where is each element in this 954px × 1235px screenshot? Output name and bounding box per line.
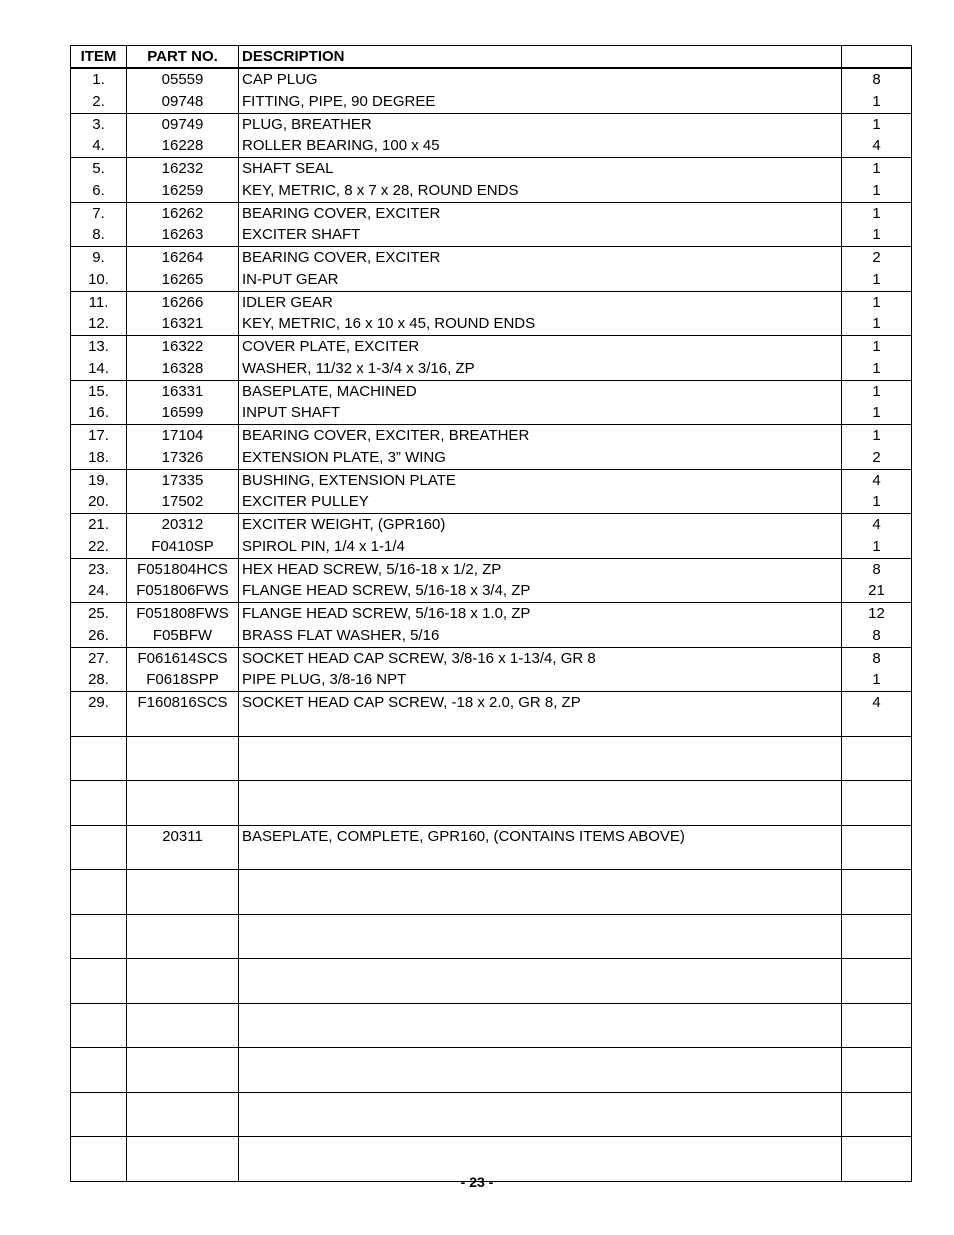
- cell-description: [239, 714, 842, 736]
- cell-qty: 21: [842, 580, 912, 602]
- cell-qty: [842, 892, 912, 914]
- cell-qty: 2: [842, 447, 912, 469]
- table-row: [71, 825, 912, 847]
- cell-part-no: 17326: [127, 447, 239, 469]
- cell-description: [239, 1025, 842, 1047]
- cell-description: SOCKET HEAD CAP SCREW, 3/8-16 x 1-13/4, GR 8: [239, 647, 842, 669]
- cell-part-no: 17104: [127, 425, 239, 447]
- table-row: [71, 514, 912, 536]
- cell-item: 13.: [71, 336, 127, 358]
- cell-description: [239, 1114, 842, 1136]
- cell-part-no: 16259: [127, 180, 239, 202]
- cell-description: BASEPLATE, COMPLETE, GPR160, (CONTAINS ITEMS ABOVE): [239, 825, 842, 847]
- table-row: [71, 758, 912, 780]
- table-row: [71, 1048, 912, 1070]
- cell-item: 24.: [71, 580, 127, 602]
- cell-qty: 1: [842, 336, 912, 358]
- cell-qty: 4: [842, 692, 912, 714]
- cell-description: [239, 1048, 842, 1070]
- cell-qty: [842, 936, 912, 958]
- table-row: [71, 1070, 912, 1092]
- cell-description: COVER PLATE, EXCITER: [239, 336, 842, 358]
- cell-part-no: F051806FWS: [127, 580, 239, 602]
- cell-part-no: [127, 936, 239, 958]
- cell-description: CAP PLUG: [239, 68, 842, 91]
- cell-description: [239, 781, 842, 803]
- table-row: [71, 1092, 912, 1114]
- cell-part-no: [127, 1025, 239, 1047]
- cell-qty: 1: [842, 180, 912, 202]
- cell-part-no: [127, 1137, 239, 1159]
- cell-qty: [842, 1025, 912, 1047]
- table-row: [71, 714, 912, 736]
- cell-qty: 1: [842, 113, 912, 135]
- cell-part-no: F0618SPP: [127, 669, 239, 691]
- cell-qty: [842, 758, 912, 780]
- cell-item: [71, 1025, 127, 1047]
- cell-qty: 12: [842, 603, 912, 625]
- cell-description: [239, 736, 842, 758]
- cell-description: EXCITER PULLEY: [239, 491, 842, 513]
- cell-qty: [842, 825, 912, 847]
- table-row: [71, 736, 912, 758]
- cell-item: 23.: [71, 558, 127, 580]
- cell-description: [239, 914, 842, 936]
- table-row: [71, 936, 912, 958]
- table-row: [71, 202, 912, 224]
- table-row: [71, 247, 912, 269]
- cell-description: BEARING COVER, EXCITER: [239, 202, 842, 224]
- cell-description: FLANGE HEAD SCREW, 5/16-18 x 1.0, ZP: [239, 603, 842, 625]
- table-row: [71, 158, 912, 180]
- cell-description: IN-PUT GEAR: [239, 269, 842, 291]
- cell-item: 8.: [71, 224, 127, 246]
- cell-item: 9.: [71, 247, 127, 269]
- cell-part-no: [127, 1003, 239, 1025]
- cell-item: 10.: [71, 269, 127, 291]
- table-row: [71, 1114, 912, 1136]
- table-row: [71, 870, 912, 892]
- table-header-row: [71, 46, 912, 69]
- cell-qty: [842, 736, 912, 758]
- table-row: [71, 669, 912, 691]
- cell-qty: 1: [842, 224, 912, 246]
- cell-part-no: [127, 847, 239, 869]
- cell-part-no: 20311: [127, 825, 239, 847]
- cell-item: [71, 981, 127, 1003]
- cell-qty: 1: [842, 202, 912, 224]
- cell-description: WASHER, 11/32 x 1-3/4 x 3/16, ZP: [239, 358, 842, 380]
- cell-part-no: [127, 1048, 239, 1070]
- table-row: [71, 380, 912, 402]
- table-body: [71, 68, 912, 1181]
- cell-item: 14.: [71, 358, 127, 380]
- cell-part-no: [127, 781, 239, 803]
- cell-item: 12.: [71, 313, 127, 335]
- cell-description: EXCITER WEIGHT, (GPR160): [239, 514, 842, 536]
- cell-qty: [842, 781, 912, 803]
- cell-part-no: 17335: [127, 469, 239, 491]
- cell-description: EXCITER SHAFT: [239, 224, 842, 246]
- cell-item: 16.: [71, 402, 127, 424]
- page-number: - 23 -: [460, 1174, 494, 1190]
- cell-part-no: F0410SP: [127, 536, 239, 558]
- table-row: [71, 1137, 912, 1159]
- cell-item: 15.: [71, 380, 127, 402]
- cell-part-no: 05559: [127, 68, 239, 91]
- cell-description: [239, 892, 842, 914]
- cell-item: [71, 758, 127, 780]
- table-row: [71, 1003, 912, 1025]
- cell-item: 17.: [71, 425, 127, 447]
- cell-qty: [842, 714, 912, 736]
- cell-part-no: [127, 1092, 239, 1114]
- cell-qty: [842, 847, 912, 869]
- cell-description: [239, 847, 842, 869]
- cell-item: 25.: [71, 603, 127, 625]
- cell-qty: 4: [842, 514, 912, 536]
- cell-item: [71, 803, 127, 825]
- cell-item: 5.: [71, 158, 127, 180]
- table-row: [71, 892, 912, 914]
- cell-description: ROLLER BEARING, 100 x 45: [239, 135, 842, 157]
- cell-part-no: 16328: [127, 358, 239, 380]
- cell-qty: 1: [842, 402, 912, 424]
- cell-description: [239, 1003, 842, 1025]
- cell-item: [71, 936, 127, 958]
- cell-item: 29.: [71, 692, 127, 714]
- cell-item: 3.: [71, 113, 127, 135]
- cell-qty: 1: [842, 91, 912, 113]
- cell-qty: [842, 981, 912, 1003]
- table-row: [71, 625, 912, 647]
- table-row: [71, 91, 912, 113]
- cell-part-no: [127, 803, 239, 825]
- cell-part-no: 09749: [127, 113, 239, 135]
- cell-description: PLUG, BREATHER: [239, 113, 842, 135]
- cell-qty: 1: [842, 380, 912, 402]
- header-part-no: PART NO.: [127, 46, 239, 69]
- table-row: [71, 135, 912, 157]
- cell-qty: 8: [842, 647, 912, 669]
- cell-qty: 8: [842, 68, 912, 91]
- cell-qty: [842, 959, 912, 981]
- cell-item: 7.: [71, 202, 127, 224]
- cell-description: [239, 803, 842, 825]
- cell-qty: 1: [842, 358, 912, 380]
- cell-qty: 1: [842, 291, 912, 313]
- cell-part-no: 09748: [127, 91, 239, 113]
- cell-part-no: [127, 959, 239, 981]
- cell-qty: 1: [842, 313, 912, 335]
- table-row: [71, 469, 912, 491]
- cell-item: [71, 914, 127, 936]
- table-row: [71, 692, 912, 714]
- cell-part-no: F051808FWS: [127, 603, 239, 625]
- table-row: [71, 603, 912, 625]
- cell-description: [239, 758, 842, 780]
- cell-item: 21.: [71, 514, 127, 536]
- cell-description: [239, 936, 842, 958]
- cell-qty: 1: [842, 536, 912, 558]
- table-row: [71, 402, 912, 424]
- cell-description: BASEPLATE, MACHINED: [239, 380, 842, 402]
- cell-description: [239, 1092, 842, 1114]
- cell-qty: 8: [842, 625, 912, 647]
- table-row: [71, 313, 912, 335]
- cell-qty: [842, 870, 912, 892]
- cell-qty: [842, 1092, 912, 1114]
- table-row: [71, 847, 912, 869]
- cell-item: [71, 870, 127, 892]
- cell-description: SHAFT SEAL: [239, 158, 842, 180]
- cell-part-no: F05BFW: [127, 625, 239, 647]
- cell-part-no: F061614SCS: [127, 647, 239, 669]
- table-row: [71, 113, 912, 135]
- table-row: [71, 558, 912, 580]
- cell-description: SOCKET HEAD CAP SCREW, -18 x 2.0, GR 8, ZP: [239, 692, 842, 714]
- cell-description: SPIROL PIN, 1/4 x 1-1/4: [239, 536, 842, 558]
- cell-qty: [842, 1070, 912, 1092]
- table-row: [71, 914, 912, 936]
- cell-item: [71, 714, 127, 736]
- table-row: [71, 647, 912, 669]
- cell-item: [71, 1114, 127, 1136]
- table-row: [71, 1025, 912, 1047]
- cell-item: [71, 781, 127, 803]
- cell-item: 18.: [71, 447, 127, 469]
- cell-item: [71, 847, 127, 869]
- table-row: [71, 224, 912, 246]
- table-row: [71, 781, 912, 803]
- header-description: DESCRIPTION: [239, 46, 842, 69]
- cell-part-no: 16321: [127, 313, 239, 335]
- cell-qty: 2: [842, 247, 912, 269]
- table-row: [71, 981, 912, 1003]
- header-qty: [842, 46, 912, 69]
- cell-qty: [842, 914, 912, 936]
- cell-part-no: [127, 758, 239, 780]
- cell-qty: [842, 1114, 912, 1136]
- cell-part-no: 16262: [127, 202, 239, 224]
- cell-item: 20.: [71, 491, 127, 513]
- header-item: ITEM: [71, 46, 127, 69]
- cell-description: EXTENSION PLATE, 3” WING: [239, 447, 842, 469]
- cell-item: 2.: [71, 91, 127, 113]
- cell-description: FLANGE HEAD SCREW, 5/16-18 x 3/4, ZP: [239, 580, 842, 602]
- cell-description: BEARING COVER, EXCITER: [239, 247, 842, 269]
- cell-description: KEY, METRIC, 16 x 10 x 45, ROUND ENDS: [239, 313, 842, 335]
- cell-description: [239, 1137, 842, 1159]
- cell-qty: 1: [842, 269, 912, 291]
- cell-qty: [842, 1048, 912, 1070]
- cell-part-no: 17502: [127, 491, 239, 513]
- table-row: [71, 269, 912, 291]
- cell-item: 26.: [71, 625, 127, 647]
- table-row: [71, 959, 912, 981]
- table-row: [71, 491, 912, 513]
- cell-description: KEY, METRIC, 8 x 7 x 28, ROUND ENDS: [239, 180, 842, 202]
- cell-description: FITTING, PIPE, 90 DEGREE: [239, 91, 842, 113]
- cell-part-no: F051804HCS: [127, 558, 239, 580]
- cell-description: BRASS FLAT WASHER, 5/16: [239, 625, 842, 647]
- cell-part-no: 16266: [127, 291, 239, 313]
- table-row: [71, 358, 912, 380]
- cell-item: 1.: [71, 68, 127, 91]
- cell-description: [239, 981, 842, 1003]
- cell-part-no: [127, 1114, 239, 1136]
- cell-item: [71, 736, 127, 758]
- cell-part-no: 16263: [127, 224, 239, 246]
- cell-item: 27.: [71, 647, 127, 669]
- cell-qty: 1: [842, 425, 912, 447]
- cell-qty: 8: [842, 558, 912, 580]
- cell-item: [71, 892, 127, 914]
- cell-part-no: 16322: [127, 336, 239, 358]
- table-row: [71, 803, 912, 825]
- cell-item: 11.: [71, 291, 127, 313]
- cell-part-no: 16265: [127, 269, 239, 291]
- cell-qty: [842, 1137, 912, 1159]
- cell-item: [71, 1048, 127, 1070]
- cell-item: 19.: [71, 469, 127, 491]
- table-row: [71, 180, 912, 202]
- table-row: [71, 336, 912, 358]
- cell-item: [71, 959, 127, 981]
- cell-item: [71, 825, 127, 847]
- cell-item: 6.: [71, 180, 127, 202]
- cell-description: BUSHING, EXTENSION PLATE: [239, 469, 842, 491]
- cell-part-no: 20312: [127, 514, 239, 536]
- cell-description: BEARING COVER, EXCITER, BREATHER: [239, 425, 842, 447]
- table-row: [71, 580, 912, 602]
- cell-description: HEX HEAD SCREW, 5/16-18 x 1/2, ZP: [239, 558, 842, 580]
- cell-description: IDLER GEAR: [239, 291, 842, 313]
- cell-description: PIPE PLUG, 3/8-16 NPT: [239, 669, 842, 691]
- cell-item: [71, 1003, 127, 1025]
- cell-part-no: [127, 736, 239, 758]
- cell-item: 22.: [71, 536, 127, 558]
- cell-description: [239, 870, 842, 892]
- cell-part-no: 16232: [127, 158, 239, 180]
- cell-description: [239, 959, 842, 981]
- parts-list-table: [70, 45, 912, 1182]
- cell-part-no: 16599: [127, 402, 239, 424]
- cell-part-no: [127, 870, 239, 892]
- cell-item: 4.: [71, 135, 127, 157]
- cell-qty: 1: [842, 491, 912, 513]
- cell-item: [71, 1137, 127, 1159]
- cell-qty: [842, 803, 912, 825]
- table-row: [71, 425, 912, 447]
- cell-part-no: [127, 714, 239, 736]
- cell-part-no: [127, 892, 239, 914]
- cell-item: 28.: [71, 669, 127, 691]
- cell-part-no: 16228: [127, 135, 239, 157]
- table-row: [71, 68, 912, 91]
- cell-qty: 4: [842, 469, 912, 491]
- table-row: [71, 291, 912, 313]
- cell-qty: [842, 1003, 912, 1025]
- cell-part-no: [127, 1070, 239, 1092]
- cell-item: [71, 1070, 127, 1092]
- cell-qty: 1: [842, 158, 912, 180]
- table-row: [71, 447, 912, 469]
- cell-part-no: [127, 914, 239, 936]
- cell-item: [71, 1092, 127, 1114]
- cell-description: [239, 1070, 842, 1092]
- cell-part-no: [127, 981, 239, 1003]
- cell-part-no: 16264: [127, 247, 239, 269]
- cell-part-no: F160816SCS: [127, 692, 239, 714]
- cell-qty: 1: [842, 669, 912, 691]
- cell-part-no: 16331: [127, 380, 239, 402]
- table-row: [71, 536, 912, 558]
- cell-qty: 4: [842, 135, 912, 157]
- cell-description: INPUT SHAFT: [239, 402, 842, 424]
